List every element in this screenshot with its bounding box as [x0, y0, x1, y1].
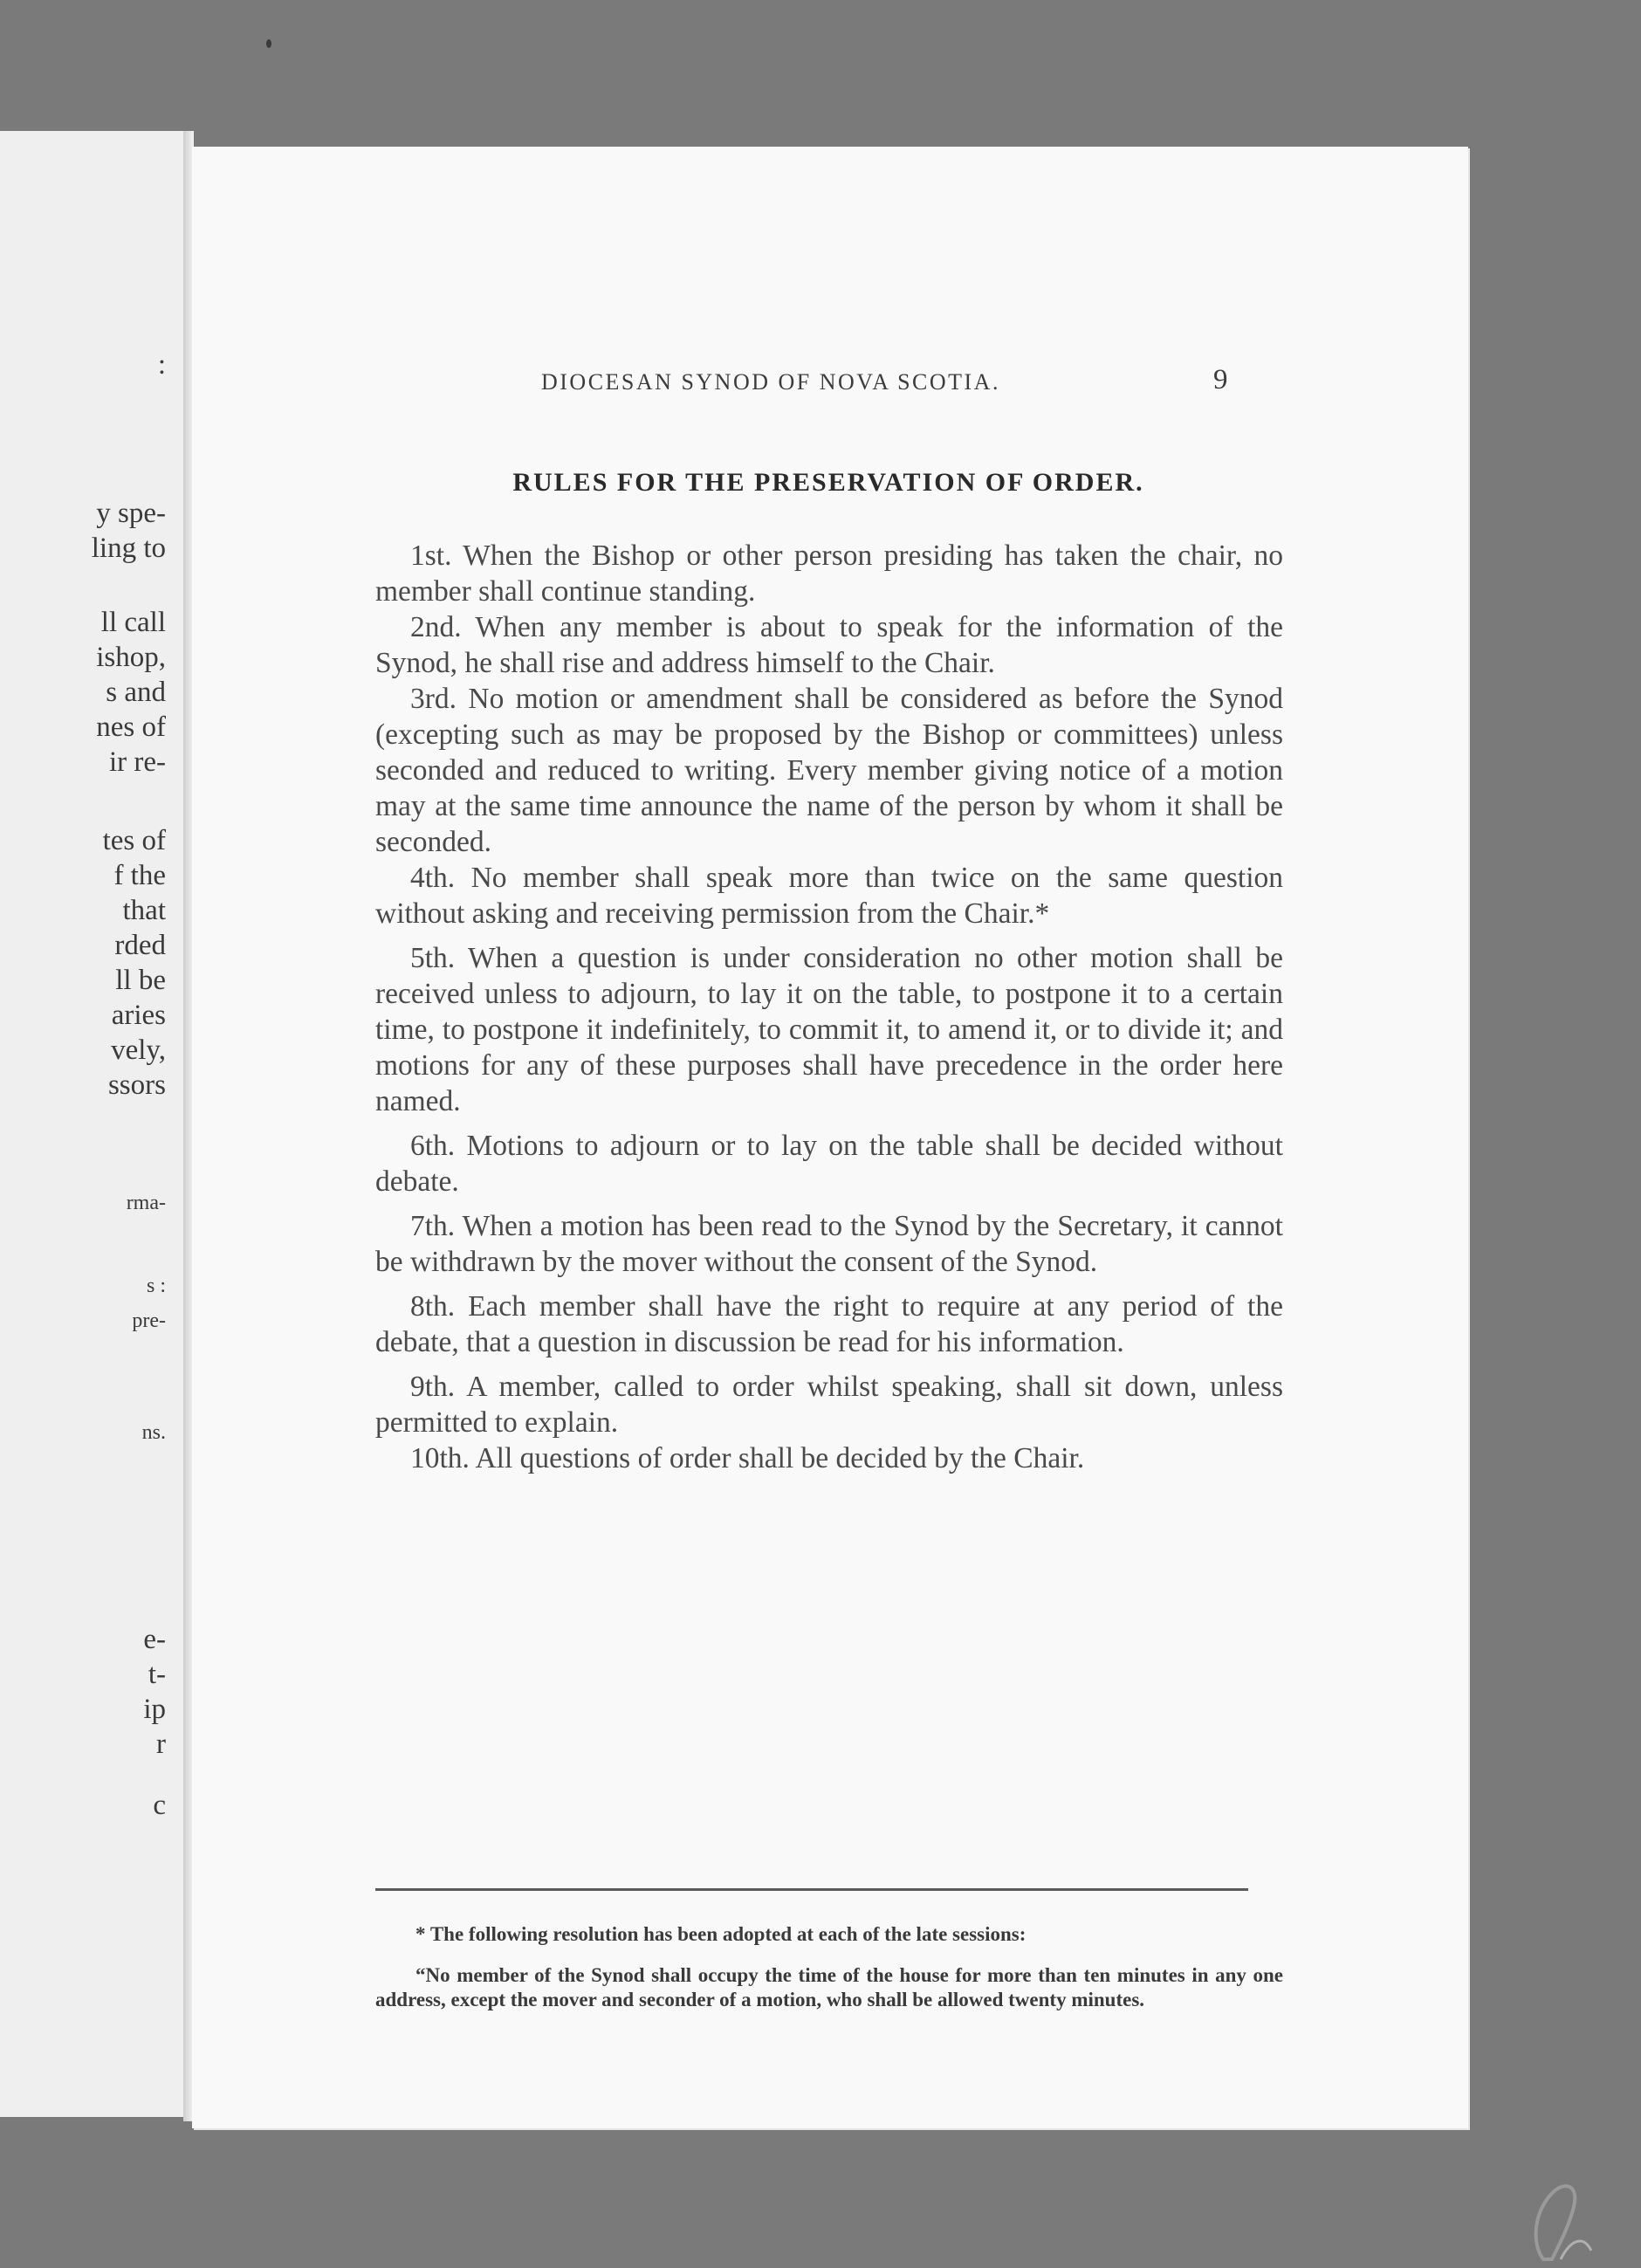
left-page-fragment: r	[156, 1728, 166, 1760]
left-page-fragment: e-	[143, 1624, 166, 1655]
left-page-fragment: :	[157, 349, 166, 381]
left-page-fragment: nes of	[96, 711, 166, 743]
rule-paragraph: 4th. No member shall speak more than twice on the same question without asking and receiving permission from the Chair.*	[375, 862, 1283, 930]
rule-paragraph: 1st. When the Bishop or other person presiding has taken the chair, no member shall continue standing.	[375, 540, 1283, 608]
left-page-fragment: s and	[106, 677, 166, 708]
footnote-divider	[375, 1888, 1248, 1891]
left-page-fragment: t-	[148, 1659, 166, 1690]
running-head	[192, 364, 1468, 404]
left-page-fragment: ip	[143, 1694, 166, 1725]
left-page-fragment: vely,	[111, 1034, 166, 1066]
left-page-fragment: tes of	[102, 825, 166, 856]
left-page-fragment: rma-	[126, 1192, 166, 1214]
left-page-fragment: ns.	[141, 1421, 166, 1444]
left-page-fragment: ishop,	[96, 642, 166, 673]
left-page-fragment: y spe-	[96, 498, 166, 529]
left-page-fragment: aries	[111, 1000, 166, 1031]
section-title: RULES FOR THE PRESERVATION OF ORDER.	[512, 468, 1144, 497]
rule-paragraph: 2nd. When any member is about to speak for the information of the Synod, he shall rise and address himself to the Chair.	[375, 611, 1283, 679]
footnote-intro: * The following resolution has been adopted at each of the late sessions:	[415, 1923, 1026, 1945]
rule-paragraph: 9th. A member, called to order whilst speaking, shall sit down, unless permitted to explain.	[375, 1371, 1283, 1439]
left-page-fragment: ir re-	[108, 746, 166, 778]
rule-paragraph: 8th. Each member shall have the right to require at any period of the debate, that a question in discussion be read for his information.	[375, 1290, 1283, 1358]
left-page-fragment: ll be	[115, 965, 166, 996]
left-page-fragment: f the	[113, 860, 166, 891]
scan-speck	[266, 39, 271, 48]
page-corner-wear	[1526, 2172, 1596, 2268]
rules-list	[375, 538, 1283, 1476]
rule-paragraph: 3rd. No motion or amendment shall be considered as before the Synod (excepting such as may be proposed by the Bishop or committees) unless seconded and reduced to writing. Every member giving notice of a motion may at the same time announce the name of the person by whom it shall be seconded.	[375, 683, 1283, 858]
rule-paragraph: 7th. When a motion has been read to the Synod by the Secretary, it cannot be withdrawn by the mover without the consent of the Synod.	[375, 1210, 1283, 1278]
left-page-fragment: ll call	[100, 607, 166, 638]
rule-paragraph: 6th. Motions to adjourn or to lay on the table shall be decided without debate.	[375, 1130, 1283, 1198]
left-page-fragment: ling to	[91, 533, 166, 564]
left-facing-page	[0, 131, 188, 2117]
left-page-fragment: ssors	[107, 1069, 166, 1101]
running-title: DIOCESAN SYNOD OF NOVA SCOTIA.	[541, 369, 1000, 395]
page-number: 9	[1213, 364, 1228, 395]
left-page-fragment: c	[153, 1790, 166, 1821]
left-page-fragment: rded	[114, 930, 166, 961]
left-page-fragment: s :	[146, 1275, 166, 1297]
footnote-quote: “No member of the Synod shall occupy the time of the house for more than ten minutes in any one address, except the mover and seconder of a motion, who shall be allowed twenty minutes.	[375, 1964, 1283, 2010]
left-page-fragment: that	[122, 895, 166, 926]
book-page	[192, 147, 1468, 2128]
rule-paragraph: 5th. When a question is under consideration no other motion shall be received unless to adjourn, to lay it on the table, to postpone it to a certain time, to postpone it indefinitely, to commit it, to amend it, or to divide it; and motions for any of these purposes shall have precedence in the order here named.	[375, 942, 1283, 1117]
rule-paragraph: 10th. All questions of order shall be decided by the Chair.	[410, 1442, 1085, 1474]
left-page-fragment: pre-	[132, 1309, 166, 1332]
